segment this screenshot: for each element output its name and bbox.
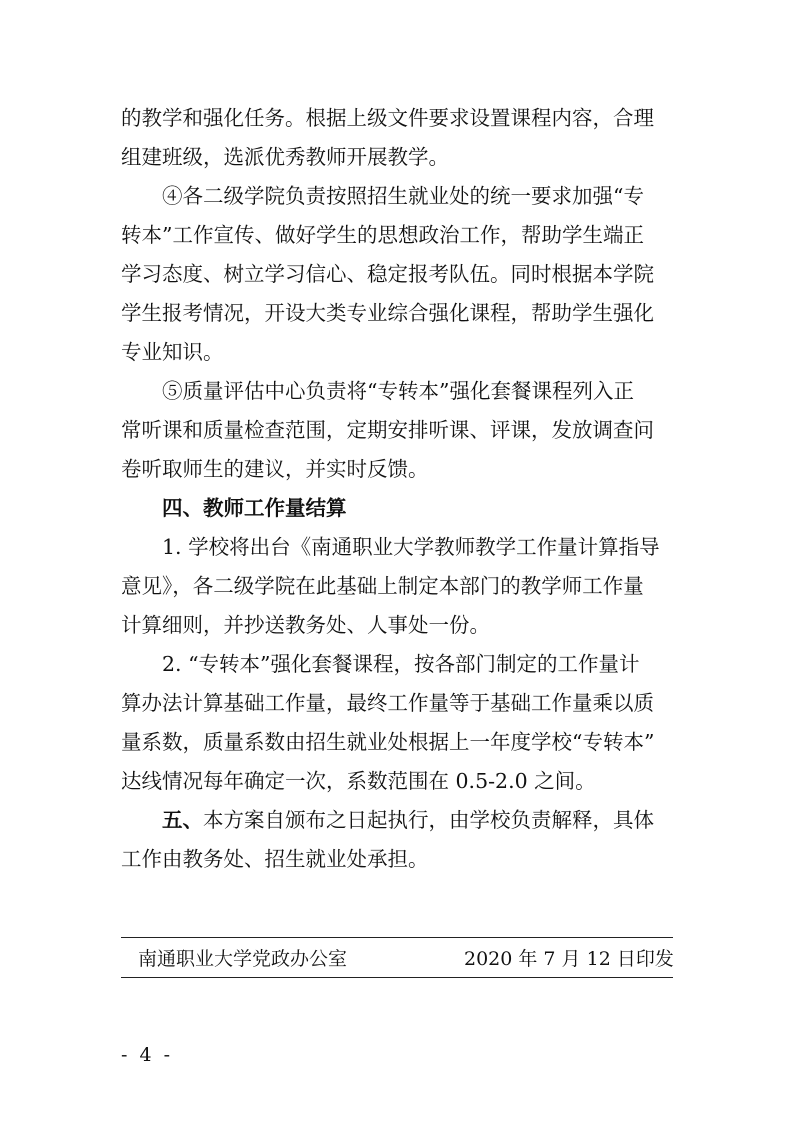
paragraph-line — [162, 806, 654, 834]
paragraph-line: 卷听取师生的建议，并实时反馈。 — [121, 457, 429, 481]
paragraph-line: 1. 学校将出台《南通职业大学教师教学工作量计算指导 — [162, 535, 660, 559]
paragraph-line: ⑤质量评估中心负责将“专转本”强化套餐课程列入正 — [162, 379, 634, 403]
footer-issuer: 南通职业大学党政办公室 — [138, 948, 348, 970]
footer-top-rule — [121, 937, 673, 938]
paragraph-text: 本方案自颁布之日起执行，由学校负责解释，具体 — [203, 808, 654, 832]
footer-bottom-rule — [121, 977, 673, 978]
paragraph-line: 学习态度、树立学习信心、稳定报考队伍。同时根据本学院 — [121, 262, 654, 286]
paragraph-line: 计算细则，并抄送教务处、人事处一份。 — [121, 613, 490, 637]
paragraph-line: 专业知识。 — [121, 340, 224, 364]
paragraph-line: 工作由教务处、招生就业处承担。 — [121, 847, 429, 871]
section-heading-5: 五、 — [162, 808, 203, 832]
paragraph-line: 学生报考情况，开设大类专业综合强化课程，帮助学生强化 — [121, 301, 654, 325]
paragraph-line: 转本”工作宣传、做好学生的思想政治工作，帮助学生端正 — [121, 223, 644, 247]
paragraph-line: 达线情况每年确定一次，系数范围在 0.5-2.0 之间。 — [121, 769, 596, 793]
section-heading-4: 四、教师工作量结算 — [162, 496, 347, 520]
page-number: - 4 - — [121, 1044, 174, 1066]
paragraph-line: 量系数，质量系数由招生就业处根据上一年度学校“专转本” — [121, 730, 655, 754]
paragraph-line: 常听课和质量检查范围，定期安排听课、评课，发放调查问 — [121, 418, 654, 442]
paragraph-line: 的教学和强化任务。根据上级文件要求设置课程内容，合理 — [121, 106, 654, 130]
paragraph-line: ④各二级学院负责按照招生就业处的统一要求加强“专 — [162, 184, 644, 208]
paragraph-line: 算办法计算基础工作量，最终工作量等于基础工作量乘以质 — [121, 691, 654, 715]
paragraph-line: 2. “专转本”强化套餐课程，按各部门制定的工作量计 — [162, 652, 640, 676]
paragraph-line: 组建班级，选派优秀教师开展教学。 — [121, 145, 449, 169]
paragraph-line: 意见》，各二级学院在此基础上制定本部门的教学师工作量 — [121, 574, 644, 598]
footer-date: 2020 年 7 月 12 日印发 — [464, 948, 674, 970]
